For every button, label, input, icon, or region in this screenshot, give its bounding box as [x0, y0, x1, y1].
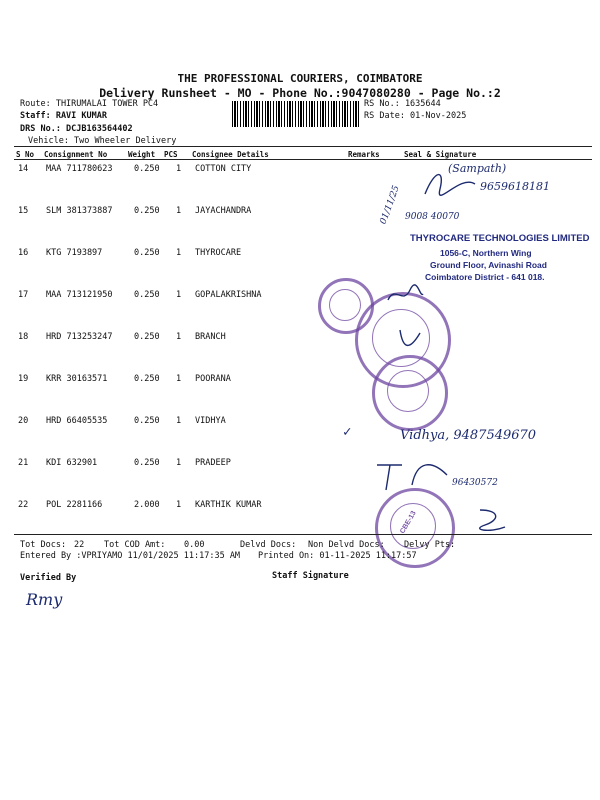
row-sno: 18: [18, 332, 29, 342]
row-consignment: KRR 30163571: [46, 374, 108, 384]
row-pcs: 1: [176, 500, 182, 510]
runsheet-subtitle: Delivery Runsheet - MO - Phone No.:9047080280 - Page No.:2: [99, 86, 501, 100]
row-consignee: KARTHIK KUMAR: [195, 500, 262, 510]
delivery-points-label: Delvy Pts:: [404, 540, 456, 550]
row-pcs: 1: [176, 458, 182, 468]
total-docs-label: Tot Docs:: [20, 540, 67, 550]
col-consignment: Consignment No: [44, 150, 108, 159]
row-sno: 16: [18, 248, 29, 258]
row-consignee: VIDHYA: [195, 416, 226, 426]
company-stamp-address-2: Ground Floor, Avinashi Road: [430, 260, 547, 270]
row-consignment: POL 2281166: [46, 500, 103, 510]
row-consignee: POORANA: [195, 374, 231, 384]
route: Route: THIRUMALAI TOWER PC4: [20, 99, 159, 109]
col-consignee: Consignee Details: [192, 150, 269, 159]
row-consignee: PRADEEP: [195, 458, 231, 468]
verified-by-label: Verified By: [20, 573, 77, 583]
row-sno: 22: [18, 500, 29, 510]
signature-row-17: [385, 280, 425, 310]
handwritten-phone-2: 9008 40070: [405, 212, 460, 222]
rs-number: RS No.: 1635644: [364, 99, 441, 109]
barcode: [232, 101, 360, 127]
col-remarks: Remarks: [348, 150, 380, 159]
vehicle: Vehicle: Two Wheeler Delivery: [28, 136, 177, 146]
row-weight: 0.250: [134, 290, 160, 300]
handwritten-sampath: (Sampath): [448, 162, 507, 175]
footer-rule: [14, 534, 592, 535]
row-weight: 0.250: [134, 458, 160, 468]
header-rule-top: [14, 146, 592, 147]
row-consignee: COTTON CITY: [195, 164, 252, 174]
delivered-docs-label: Delvd Docs:: [240, 540, 297, 550]
staff: Staff: RAVI KUMAR: [20, 111, 107, 121]
row-consignment: HRD 713253247: [46, 332, 113, 342]
non-delivered-docs-label: Non Delvd Docs:: [308, 540, 385, 550]
round-stamp: [372, 355, 448, 431]
remarks-tick: ✓: [343, 424, 352, 440]
row-sno: 20: [18, 416, 29, 426]
row-consignment: KDI 632901: [46, 458, 98, 468]
row-pcs: 1: [176, 416, 182, 426]
row-weight: 0.250: [134, 332, 160, 342]
row-sno: 19: [18, 374, 29, 384]
rs-date: RS Date: 01-Nov-2025: [364, 111, 467, 121]
drs-number: DRS No.: DCJB163564402: [20, 124, 133, 134]
row-weight: 0.250: [134, 374, 160, 384]
row-consignee: THYROCARE: [195, 248, 242, 258]
company-stamp-name: THYROCARE TECHNOLOGIES LIMITED: [410, 233, 590, 244]
signature-row-14: [420, 164, 480, 204]
row-consignment: MAA 713121950: [46, 290, 113, 300]
row-consignee: GOPALAKRISHNA: [195, 290, 262, 300]
row-consignment: MAA 711780623: [46, 164, 113, 174]
signature-row-21: [372, 455, 452, 495]
row-pcs: 1: [176, 374, 182, 384]
handwritten-phone-21: 96430572: [452, 478, 498, 488]
company-stamp-address-1: 1056-C, Northern Wing: [440, 248, 532, 258]
row-consignment: SLM 381373887: [46, 206, 113, 216]
handwritten-vidhya: Vidhya, 9487549670: [400, 428, 537, 443]
row-sno: 17: [18, 290, 29, 300]
row-consignment: KTG 7193897: [46, 248, 103, 258]
row-pcs: 1: [176, 332, 182, 342]
row-weight: 0.250: [134, 248, 160, 258]
col-pcs: PCS: [164, 150, 178, 159]
row-pcs: 1: [176, 164, 182, 174]
row-sno: 15: [18, 206, 29, 216]
row-consignee: BRANCH: [195, 332, 226, 342]
signature-row-22: [470, 505, 510, 535]
handwritten-date: 01/11/25: [378, 184, 402, 226]
staff-signature-label: Staff Signature: [272, 571, 349, 581]
col-sno: S No: [16, 150, 35, 159]
cod-value: 0.00: [184, 540, 205, 550]
stamp-code: CBE-13: [399, 509, 418, 536]
row-sno: 14: [18, 164, 29, 174]
row-weight: 0.250: [134, 164, 160, 174]
header-rule-bottom: [14, 159, 592, 160]
col-weight: Weight: [128, 150, 156, 159]
entered-by: Entered By :VPRIYAMO 11/01/2025 11:17:35 AM: [20, 551, 241, 561]
row-weight: 2.000: [134, 500, 160, 510]
company-title: THE PROFESSIONAL COURIERS, COIMBATORE: [177, 72, 423, 85]
row-weight: 0.250: [134, 416, 160, 426]
row-sno: 21: [18, 458, 29, 468]
row-weight: 0.250: [134, 206, 160, 216]
col-seal-signature: Seal & Signature: [404, 150, 477, 159]
row-pcs: 1: [176, 290, 182, 300]
row-pcs: 1: [176, 206, 182, 216]
company-stamp-address-3: Coimbatore District - 641 018.: [425, 272, 545, 282]
row-consignee: JAYACHANDRA: [195, 206, 252, 216]
total-docs-value: 22: [74, 540, 85, 550]
row-pcs: 1: [176, 248, 182, 258]
handwritten-phone-1: 9659618181: [480, 180, 550, 193]
verified-signature: Rmy: [26, 590, 63, 609]
signature-row-18: [395, 325, 425, 355]
row-consignment: HRD 66405535: [46, 416, 108, 426]
printed-on: Printed On: 01-11-2025 11:17:57: [258, 551, 417, 561]
cod-label: Tot COD Amt:: [104, 540, 166, 550]
